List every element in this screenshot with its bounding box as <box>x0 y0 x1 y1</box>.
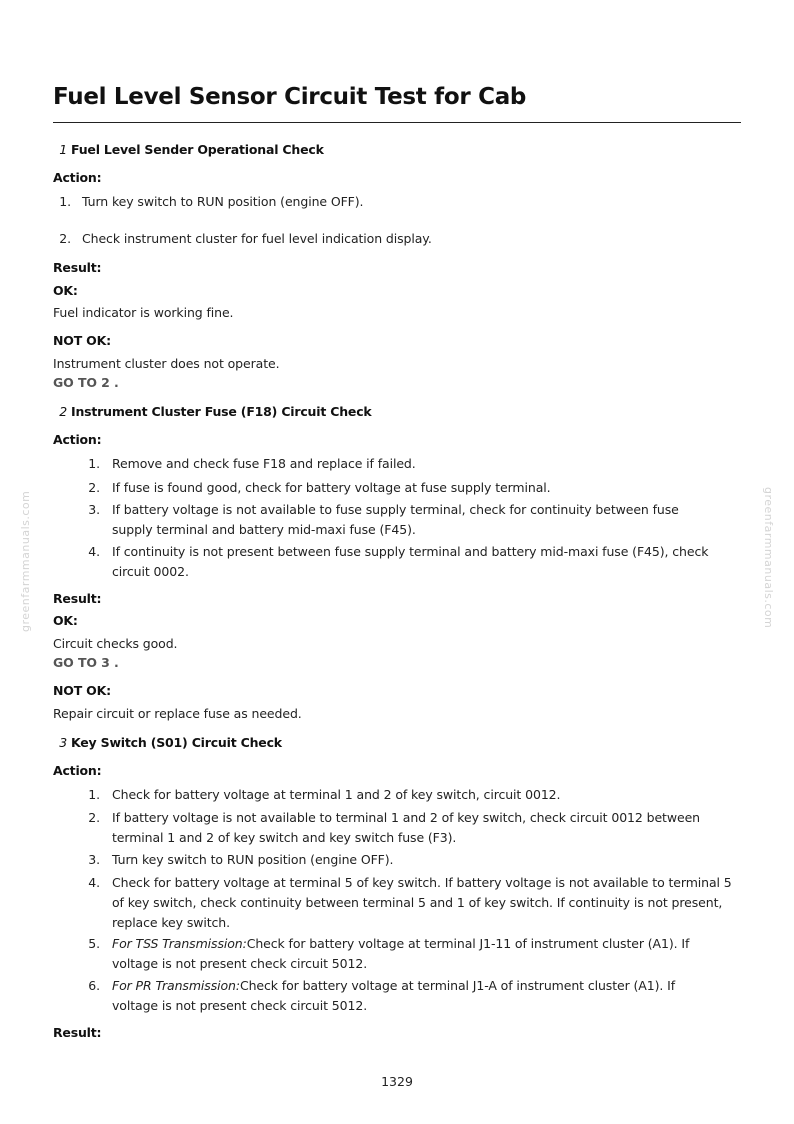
step-2-heading <box>53 404 372 419</box>
watermark-right: greenfarmmanuals.com <box>762 487 775 629</box>
list-text: Check for battery voltage at terminal 1 and 2 of key switch, circuit 0012. <box>112 787 561 802</box>
list-text: Check for battery voltage at terminal 5 of key switch. If battery voltage is not available to terminal 5 of key switch, check continuity between terminal 5 and 1 of key switch. If continuity is not present, replace key switch. <box>112 875 732 930</box>
list-text-body: Check for battery voltage at terminal J1-A of instrument cluster (A1). If voltage is not present check circuit 5012. <box>112 978 676 1013</box>
step-1-goto-link[interactable]: GO TO 2 . <box>53 375 119 390</box>
step-1-heading <box>53 142 324 157</box>
step-3-action-label: Action: <box>53 763 102 778</box>
step-3-result-label: Result: <box>53 1025 102 1040</box>
list-text: If fuse is found good, check for battery voltage at fuse supply terminal. <box>112 480 551 495</box>
list-text: Turn key switch to RUN position (engine OFF). <box>112 852 394 867</box>
step-2-ok-text: Circuit checks good. <box>53 636 178 651</box>
list-text <box>112 976 722 1016</box>
step-2-not-ok-text: Repair circuit or replace fuse as needed. <box>53 706 302 721</box>
step-2-ok-label: OK: <box>53 613 78 628</box>
list-number: 1. <box>88 787 100 802</box>
page-title: Fuel Level Sensor Circuit Test for Cab <box>53 84 527 110</box>
list-text-body: Check for battery voltage at terminal J1-11 of instrument cluster (A1). If voltage is not present check circuit 5012. <box>112 936 690 971</box>
list-text: Remove and check fuse F18 and replace if failed. <box>112 456 416 471</box>
step-1-ok-label: OK: <box>53 283 78 298</box>
list-text: Turn key switch to RUN position (engine OFF). <box>82 194 364 209</box>
step-2-goto-link[interactable]: GO TO 3 . <box>53 655 119 670</box>
title-divider <box>53 122 741 123</box>
list-number: 1. <box>88 456 100 471</box>
step-2-title: Instrument Cluster Fuse (F18) Circuit Check <box>71 404 372 419</box>
step-1-ok-text: Fuel indicator is working fine. <box>53 305 234 320</box>
step-1-number: 1 <box>59 142 67 157</box>
step-3-number: 3 <box>59 735 67 750</box>
step-1-not-ok-text: Instrument cluster does not operate. <box>53 356 280 371</box>
step-2-result-label: Result: <box>53 591 102 606</box>
step-1-not-ok-label: NOT OK: <box>53 333 111 348</box>
page-number: 1329 <box>381 1074 413 1089</box>
list-number: 2. <box>88 480 100 495</box>
step-3-heading <box>53 735 282 750</box>
step-1-action-label: Action: <box>53 170 102 185</box>
list-number: 3. <box>88 852 100 867</box>
step-3-title: Key Switch (S01) Circuit Check <box>71 735 282 750</box>
step-2-action-label: Action: <box>53 432 102 447</box>
list-number: 1. <box>59 194 71 209</box>
step-1-result-label: Result: <box>53 260 102 275</box>
list-text: If battery voltage is not available to terminal 1 and 2 of key switch, check circuit 0012 between terminal 1 and 2 of key switch and key switch fuse (F3). <box>112 810 700 845</box>
list-text: Check instrument cluster for fuel level indication display. <box>82 231 432 246</box>
step-2-number: 2 <box>59 404 67 419</box>
list-number: 6. <box>88 978 100 993</box>
list-text <box>112 934 722 974</box>
list-text: If continuity is not present between fuse supply terminal and battery mid-maxi fuse (F45), check circuit 0002. <box>112 544 709 579</box>
list-number: 2. <box>59 231 71 246</box>
document-page <box>53 0 741 1124</box>
list-number: 2. <box>88 810 100 825</box>
list-number: 4. <box>88 544 100 559</box>
list-text: If battery voltage is not available to fuse supply terminal, check for continuity between fuse supply terminal and battery mid-maxi fuse (F45). <box>112 502 679 537</box>
transmission-type: For PR Transmission: <box>112 978 240 993</box>
list-number: 5. <box>88 936 100 951</box>
transmission-type: For TSS Transmission: <box>112 936 247 951</box>
step-1-title: Fuel Level Sender Operational Check <box>71 142 324 157</box>
list-number: 4. <box>88 875 100 890</box>
list-number: 3. <box>88 502 100 517</box>
step-2-not-ok-label: NOT OK: <box>53 683 111 698</box>
watermark-left: greenfarmmanuals.com <box>19 490 32 632</box>
